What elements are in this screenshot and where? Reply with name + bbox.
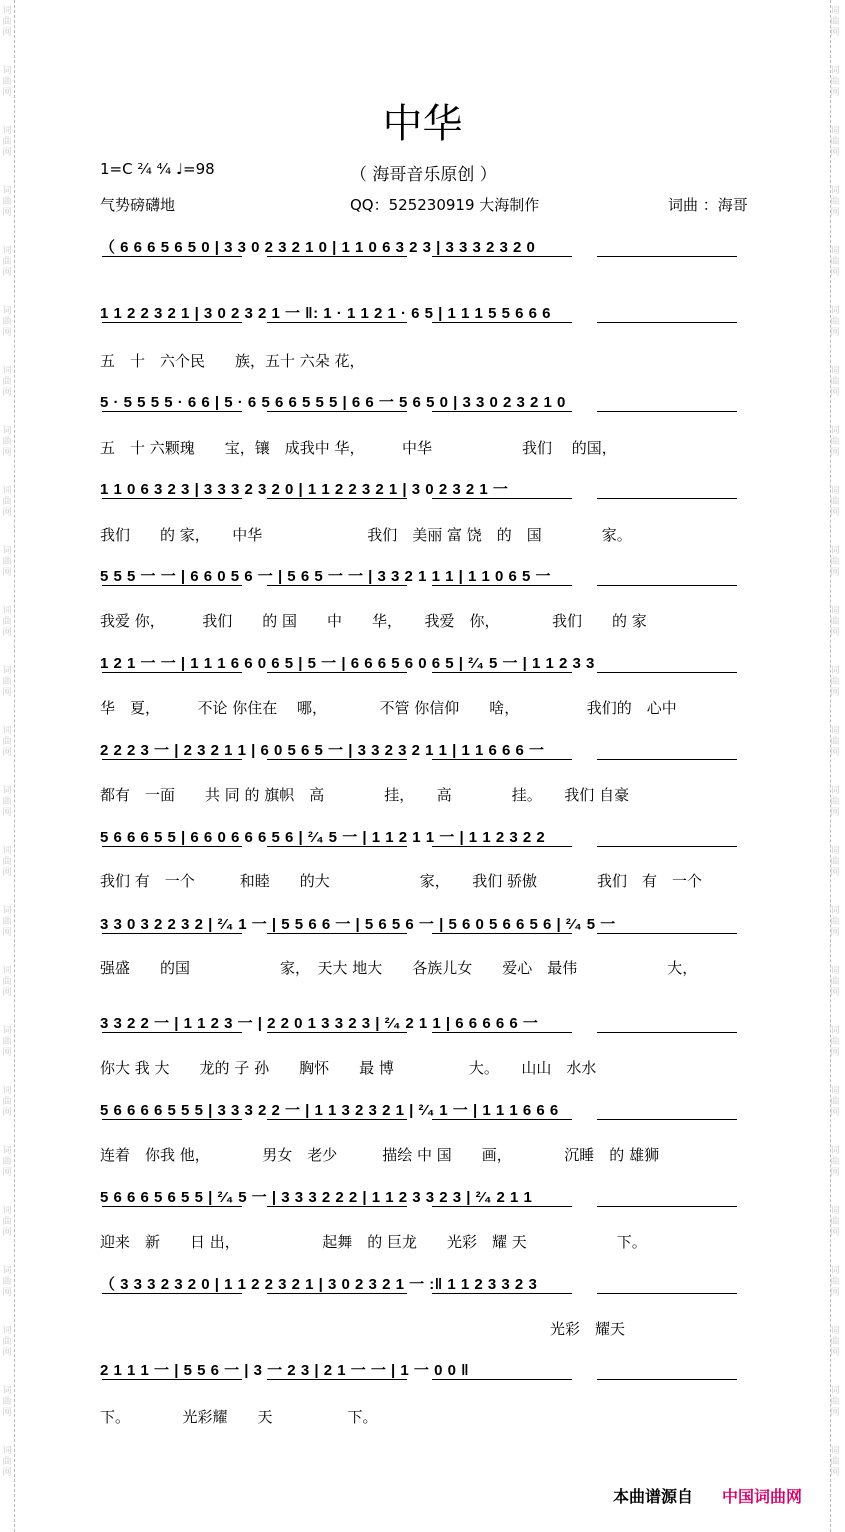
watermark-text: 词 曲 网	[830, 6, 840, 38]
beam-line	[102, 759, 242, 760]
beam-line	[597, 1379, 737, 1380]
beam-line	[267, 933, 407, 934]
watermark-text: 词 曲 网	[830, 1026, 840, 1058]
key-signature: 1=C ²⁄₄ ⁴⁄₄ ♩=98	[100, 160, 215, 178]
beam-line	[597, 322, 737, 323]
watermark-text: 词 曲 网	[2, 486, 12, 518]
watermark-text: 词 曲 网	[830, 606, 840, 638]
beam-line	[102, 1293, 242, 1294]
beam-line	[597, 256, 737, 257]
notation-text: 5 · 5 5 5 5 · 6 6 | 5 · 6 5 6 6 5 5 5 | 6 6 一 5 6 5 0 | 3 3 0 2 3 2 1 0	[100, 394, 566, 411]
watermark-text: 词 曲 网	[830, 846, 840, 878]
composer-credit: 词曲 ：海哥	[668, 196, 748, 214]
notation-text: 5 6 6 6 6 5 5 5 | 3 3 3 2 2 一 | 1 1 3 2 3 2 1 | ²⁄₄ 1 一 | 1 1 1 6 6 6	[100, 1102, 559, 1119]
watermark-text: 词 曲 网	[830, 1326, 840, 1358]
watermark-text: 词 曲 网	[830, 186, 840, 218]
score-line	[100, 826, 760, 856]
beam-line	[102, 1119, 242, 1120]
watermark-text: 词 曲 网	[2, 126, 12, 158]
lyric-line: 华 夏， 不论 你住在 哪， 不管 你信仰 啥， 我们的 心中	[100, 699, 677, 717]
watermark-text: 词 曲 网	[2, 606, 12, 638]
beam-line	[267, 322, 407, 323]
beam-line	[267, 1032, 407, 1033]
watermark-text: 词 曲 网	[830, 246, 840, 278]
beam-line	[432, 256, 572, 257]
beam-line	[432, 1379, 572, 1380]
watermark-text: 词 曲 网	[830, 906, 840, 938]
watermark-text: 词 曲 网	[2, 786, 12, 818]
watermark-text: 词 曲 网	[830, 426, 840, 458]
watermark-text: 词 曲 网	[830, 1146, 840, 1178]
site-name: 中国词曲网	[722, 1487, 803, 1506]
watermark-text: 词 曲 网	[2, 426, 12, 458]
notation-text: 2 2 2 3 一 | 2 3 2 1 1 | 6 0 5 6 5 一 | 3 3 2 3 2 1 1 | 1 1 6 6 6 一	[100, 742, 545, 759]
watermark-text: 词 曲 网	[830, 366, 840, 398]
score-line	[100, 302, 760, 332]
beam-line	[432, 322, 572, 323]
watermark-text: 词 曲 网	[830, 486, 840, 518]
beam-line	[267, 1379, 407, 1380]
right-watermark-strip	[830, 0, 845, 1532]
left-watermark-strip	[0, 0, 15, 1532]
score-line	[100, 1359, 760, 1389]
watermark-text: 词 曲 网	[830, 1386, 840, 1418]
subtitle: （ 海哥音乐原创 ）	[350, 165, 497, 185]
notation-text: 2 1 1 1 一 | 5 5 6 一 | 3 一 2 3 | 2 1 一 一 | 1 一 0 0 ‖	[100, 1362, 470, 1379]
lyric-line: 五 十 六颗瑰 宝，镶 成我中 华， 中华 我们 的国，	[100, 439, 617, 457]
beam-line	[432, 1206, 572, 1207]
beam-line	[267, 1119, 407, 1120]
beam-line	[267, 1206, 407, 1207]
notation-text: 3 3 2 2 一 | 1 1 2 3 一 | 2 2 0 1 3 3 2 3 | ²⁄₄ 2 1 1 | 6 6 6 6 6 一	[100, 1015, 539, 1032]
beam-line	[597, 1032, 737, 1033]
notation-text: 3 3 0 3 2 2 3 2 | ²⁄₄ 1 一 | 5 5 6 6 一 | 5 6 5 6 一 | 5 6 0 5 6 6 5 6 | ²⁄₄ 5 一	[100, 916, 616, 933]
watermark-text: 词 曲 网	[830, 966, 840, 998]
watermark-text: 词 曲 网	[2, 366, 12, 398]
watermark-text: 词 曲 网	[2, 1086, 12, 1118]
beam-line	[102, 256, 242, 257]
score-line	[100, 236, 760, 266]
song-title: 中华	[382, 101, 463, 147]
lyric-line: 我们 的 家， 中华 我们 美丽 富 饶 的 国 家。	[100, 526, 632, 544]
lyric-line: 五 十 六个民 族，五十 六朵 花，	[100, 352, 365, 370]
lyric-line: 我爱 你， 我们 的 国 中 华， 我爱 你， 我们 的 家	[100, 612, 647, 630]
score-line	[100, 652, 760, 682]
beam-line	[597, 933, 737, 934]
score-line	[100, 1186, 760, 1216]
beam-line	[432, 759, 572, 760]
watermark-text: 词 曲 网	[830, 66, 840, 98]
beam-line	[267, 672, 407, 673]
watermark-text: 词 曲 网	[830, 1446, 840, 1478]
watermark-text: 词 曲 网	[830, 726, 840, 758]
score-line	[100, 1012, 760, 1042]
notation-text: 5 6 6 6 5 6 5 5 | ²⁄₄ 5 一 | 3 3 3 2 2 2 | 1 1 2 3 3 2 3 | ²⁄₄ 2 1 1	[100, 1189, 533, 1206]
watermark-text: 词 曲 网	[2, 906, 12, 938]
notation-text: （ 3 3 3 2 3 2 0 | 1 1 2 2 3 2 1 | 3 0 2 3 2 1 一 :‖ 1 1 2 3 3 2 3	[100, 1276, 538, 1293]
lyric-line: 都有 一面 共 同 的 旗帜 高 挂， 高 挂。 我们 自豪	[100, 786, 630, 804]
beam-line	[102, 1379, 242, 1380]
beam-line	[102, 498, 242, 499]
beam-line	[102, 846, 242, 847]
watermark-text: 词 曲 网	[2, 546, 12, 578]
lyric-line: 下。 光彩耀 天 下。	[100, 1408, 378, 1426]
watermark-text: 词 曲 网	[2, 1446, 12, 1478]
beam-line	[432, 498, 572, 499]
watermark-text: 词 曲 网	[2, 1146, 12, 1178]
beam-line	[597, 672, 737, 673]
watermark-text: 词 曲 网	[830, 1266, 840, 1298]
beam-line	[102, 585, 242, 586]
watermark-text: 词 曲 网	[2, 666, 12, 698]
beam-line	[267, 498, 407, 499]
beam-line	[597, 411, 737, 412]
watermark-text: 词 曲 网	[2, 966, 12, 998]
beam-line	[597, 1206, 737, 1207]
performance-style: 气势磅礴地	[100, 196, 176, 214]
beam-line	[267, 411, 407, 412]
watermark-text: 词 曲 网	[830, 306, 840, 338]
beam-line	[432, 846, 572, 847]
watermark-text: 词 曲 网	[830, 666, 840, 698]
beam-line	[432, 672, 572, 673]
beam-line	[267, 1293, 407, 1294]
beam-line	[102, 933, 242, 934]
beam-line	[432, 411, 572, 412]
watermark-text: 词 曲 网	[2, 306, 12, 338]
watermark-text: 词 曲 网	[830, 786, 840, 818]
watermark-text: 词 曲 网	[2, 1266, 12, 1298]
watermark-text: 词 曲 网	[2, 1386, 12, 1418]
beam-line	[102, 672, 242, 673]
beam-line	[267, 256, 407, 257]
score-line	[100, 1099, 760, 1129]
beam-line	[597, 759, 737, 760]
beam-line	[102, 1032, 242, 1033]
watermark-text: 词 曲 网	[2, 1326, 12, 1358]
beam-line	[432, 1293, 572, 1294]
beam-line	[432, 1032, 572, 1033]
beam-line	[102, 1206, 242, 1207]
score-line	[100, 1273, 760, 1303]
score-line	[100, 739, 760, 769]
beam-line	[432, 585, 572, 586]
notation-text: （ 6 6 6 5 6 5 0 | 3 3 0 2 3 2 1 0 | 1 1 0 6 3 2 3 | 3 3 3 2 3 2 0	[100, 239, 536, 256]
score-line	[100, 391, 760, 421]
source-label: 本曲谱源自	[613, 1487, 694, 1506]
beam-line	[597, 1293, 737, 1294]
notation-text: 5 6 6 6 5 5 | 6 6 0 6 6 6 5 6 | ²⁄₄ 5 一 | 1 1 2 1 1 一 | 1 1 2 3 2 2	[100, 829, 546, 846]
qq-credit: QQ：525230919 大海制作	[350, 196, 540, 214]
beam-line	[267, 846, 407, 847]
lyric-line: 强盛 的国 家， 天大 地大 各族儿女 爱心 最伟 大，	[100, 959, 698, 977]
notation-text: 1 1 0 6 3 2 3 | 3 3 3 2 3 2 0 | 1 1 2 2 3 2 1 | 3 0 2 3 2 1 一	[100, 481, 509, 498]
watermark-text: 词 曲 网	[2, 186, 12, 218]
watermark-text: 词 曲 网	[2, 1206, 12, 1238]
score-line	[100, 913, 760, 943]
watermark-text: 词 曲 网	[2, 1026, 12, 1058]
beam-line	[102, 322, 242, 323]
score-line	[100, 478, 760, 508]
beam-line	[597, 1119, 737, 1120]
notation-text: 1 1 2 2 3 2 1 | 3 0 2 3 2 1 一 ‖: 1 · 1 1 2 1 · 6 5 | 1 1 1 5 5 6 6 6	[100, 305, 551, 322]
notation-text: 1 2 1 一 一 | 1 1 1 6 6 0 6 5 | 5 一 | 6 6 6 5 6 0 6 5 | ²⁄₄ 5 一 | 1 1 2 3 3	[100, 655, 595, 672]
lyric-line: 迎来 新 日 出， 起舞 的 巨龙 光彩 耀 天 下。	[100, 1233, 647, 1251]
beam-line	[597, 498, 737, 499]
lyric-line: 你大 我 大 龙的 子 孙 胸怀 最 博 大。 山山 水水	[100, 1059, 597, 1077]
beam-line	[432, 1119, 572, 1120]
notation-text: 5 5 5 一 一 | 6 6 0 5 6 一 | 5 6 5 一 一 | 3 3 2 1 1 1 | 1 1 0 6 5 一	[100, 568, 552, 585]
beam-line	[102, 411, 242, 412]
lyric-line: 我们 有 一个 和睦 的大 家， 我们 骄傲 我们 有 一个	[100, 872, 703, 890]
beam-line	[267, 759, 407, 760]
watermark-text: 词 曲 网	[2, 6, 12, 38]
beam-line	[597, 846, 737, 847]
score-line	[100, 565, 760, 595]
watermark-text: 词 曲 网	[830, 126, 840, 158]
watermark-text: 词 曲 网	[2, 846, 12, 878]
beam-line	[432, 933, 572, 934]
lyric-line: 光彩 耀天	[100, 1320, 626, 1338]
beam-line	[267, 585, 407, 586]
watermark-text: 词 曲 网	[830, 1206, 840, 1238]
watermark-text: 词 曲 网	[2, 66, 12, 98]
watermark-text: 词 曲 网	[2, 726, 12, 758]
watermark-text: 词 曲 网	[830, 546, 840, 578]
watermark-text: 词 曲 网	[2, 246, 12, 278]
lyric-line: 连着 你我 他， 男女 老少 描绘 中 国 画， 沉睡 的 雄狮	[100, 1146, 660, 1164]
watermark-text: 词 曲 网	[830, 1086, 840, 1118]
beam-line	[597, 585, 737, 586]
